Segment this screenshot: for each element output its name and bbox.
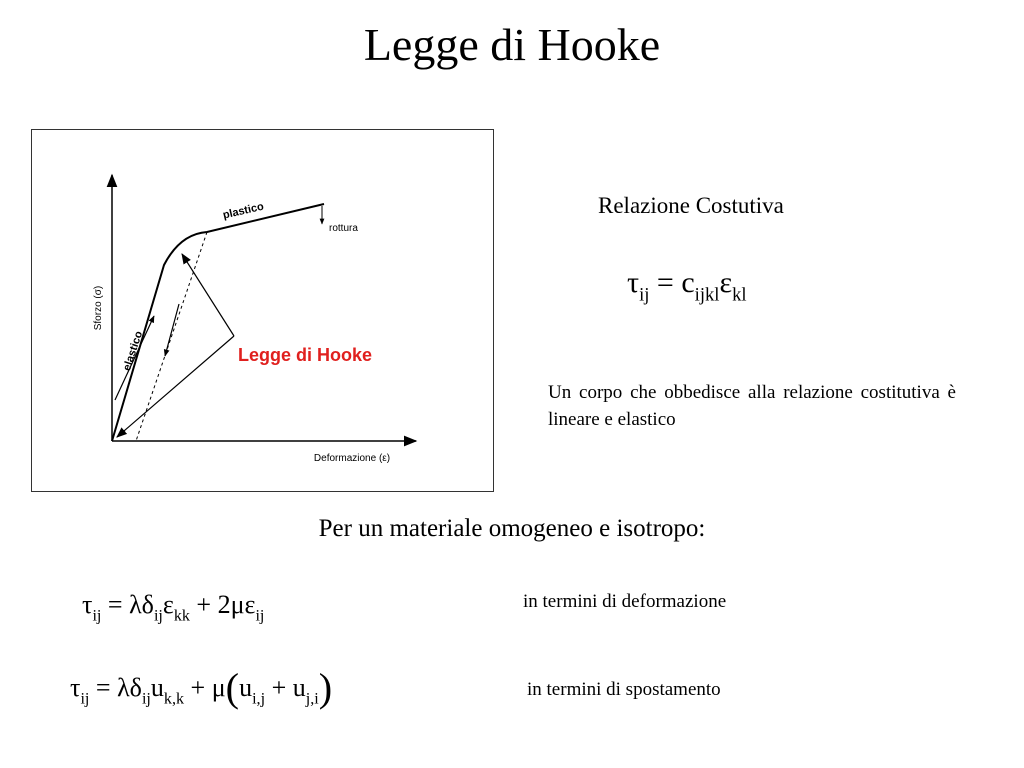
eq-symbol: τ bbox=[70, 673, 81, 702]
hooke-callout-arrow-icon bbox=[182, 254, 234, 336]
eq-subscript: kk bbox=[173, 607, 190, 625]
eq-paren: ) bbox=[318, 664, 333, 710]
constitutive-relation-title: Relazione Costutiva bbox=[598, 193, 784, 218]
eq-subscript: ij bbox=[92, 607, 102, 625]
page-title: Legge di Hooke bbox=[363, 19, 661, 70]
eq-operator: + bbox=[196, 590, 212, 619]
eq-symbol: λδ bbox=[129, 590, 154, 619]
hooke-law-callout: Legge di Hooke bbox=[238, 345, 373, 365]
eq-symbol: ε bbox=[162, 590, 174, 619]
stress-strain-figure bbox=[31, 129, 494, 492]
displacement-form-label: in termini di spostamento bbox=[527, 679, 721, 700]
displacement-form-equation bbox=[70, 664, 333, 710]
eq-symbol: λδ bbox=[117, 673, 142, 702]
eq-paren: ( bbox=[225, 664, 240, 710]
rupture-label: rottura bbox=[329, 223, 358, 234]
eq-subscript: ij bbox=[639, 284, 650, 306]
eq-subscript: k,k bbox=[163, 690, 185, 708]
eq-symbol: μ bbox=[211, 673, 226, 702]
eq-operator: + bbox=[271, 673, 287, 702]
eq-subscript: ij bbox=[255, 607, 265, 625]
stress-strain-diagram bbox=[32, 130, 495, 493]
eq-operator: + bbox=[190, 673, 206, 702]
eq-subscript: ij bbox=[80, 690, 90, 708]
eq-subscript: kl bbox=[732, 284, 747, 306]
constitutive-equation bbox=[627, 266, 747, 306]
stress-strain-curve bbox=[112, 204, 324, 441]
eq-operator: = bbox=[107, 590, 123, 619]
eq-symbol: 2με bbox=[217, 590, 256, 619]
strain-form-label: in termini di deformazione bbox=[523, 591, 727, 612]
eq-symbol: u bbox=[150, 673, 164, 702]
y-axis-label: Sforzo (σ) bbox=[93, 285, 104, 331]
eq-symbol: u bbox=[292, 673, 306, 702]
linear-elastic-description: Un corpo che obbedisce alla relazione costitutiva è lineare e elastico bbox=[548, 382, 956, 430]
strain-form-equation bbox=[82, 590, 264, 625]
elastic-region-label: elastico bbox=[121, 329, 146, 373]
eq-subscript: ijkl bbox=[694, 284, 720, 306]
eq-subscript: ij bbox=[141, 690, 151, 708]
eq-symbol: τ bbox=[82, 590, 93, 619]
x-axis-label: Deformazione (ε) bbox=[313, 453, 391, 464]
plastic-region-label: plastico bbox=[221, 200, 265, 222]
eq-symbol: ε bbox=[719, 266, 733, 299]
eq-subscript: ij bbox=[153, 607, 163, 625]
eq-subscript: j,i bbox=[305, 690, 319, 708]
eq-symbol: τ bbox=[627, 266, 640, 299]
eq-subscript: i,j bbox=[252, 690, 266, 708]
unloading-arrow-icon bbox=[165, 304, 179, 356]
eq-symbol: u bbox=[239, 673, 253, 702]
unloading-line bbox=[136, 232, 207, 441]
eq-operator: = bbox=[656, 266, 674, 299]
eq-operator: = bbox=[95, 673, 111, 702]
eq-symbol: c bbox=[681, 266, 695, 299]
isotropic-heading: Per un materiale omogeneo e isotropo: bbox=[318, 515, 706, 542]
